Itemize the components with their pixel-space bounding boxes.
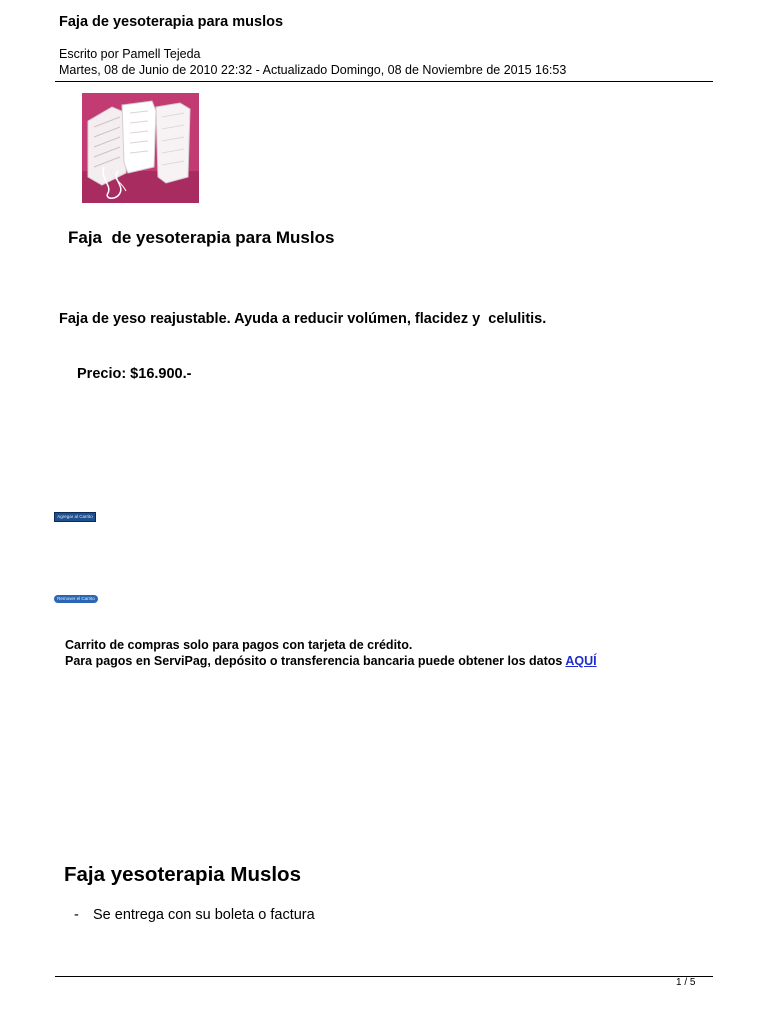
header-divider [55,81,713,82]
aqui-link[interactable]: AQUÍ [565,654,597,668]
bullet-marker: - [74,907,79,923]
product-price: Precio: $16.900.- [77,366,192,382]
product-photo [82,93,199,203]
bullet-item: Se entrega con su boleta o factura [93,907,315,923]
remove-from-cart-button[interactable]: Remover el Carrito [54,595,98,603]
footer-divider [55,976,713,977]
product-description: Faja de yeso reajustable. Ayuda a reducir volúmen, flacidez y celulitis. [59,311,547,327]
document-title: Faja de yesoterapia para muslos [59,14,284,30]
payment-note-line-1: Carrito de compras solo para pagos con tarjeta de crédito. [65,638,413,652]
payment-note-line-2 [65,654,597,668]
author-line: Escrito por Pamell Tejeda [59,47,201,61]
payment-note-text: Para pagos en ServiPag, depósito o transferencia bancaria puede obtener los datos [65,654,563,668]
dates-line: Martes, 08 de Junio de 2010 22:32 - Actualizado Domingo, 08 de Noviembre de 2015 16:53 [59,63,567,77]
product-heading: Faja de yesoterapia para Muslos [68,228,335,247]
add-to-cart-button[interactable]: Agregar al Carrito [54,512,96,522]
page-number: 1 / 5 [676,977,696,988]
section-heading: Faja yesoterapia Muslos [64,863,301,886]
